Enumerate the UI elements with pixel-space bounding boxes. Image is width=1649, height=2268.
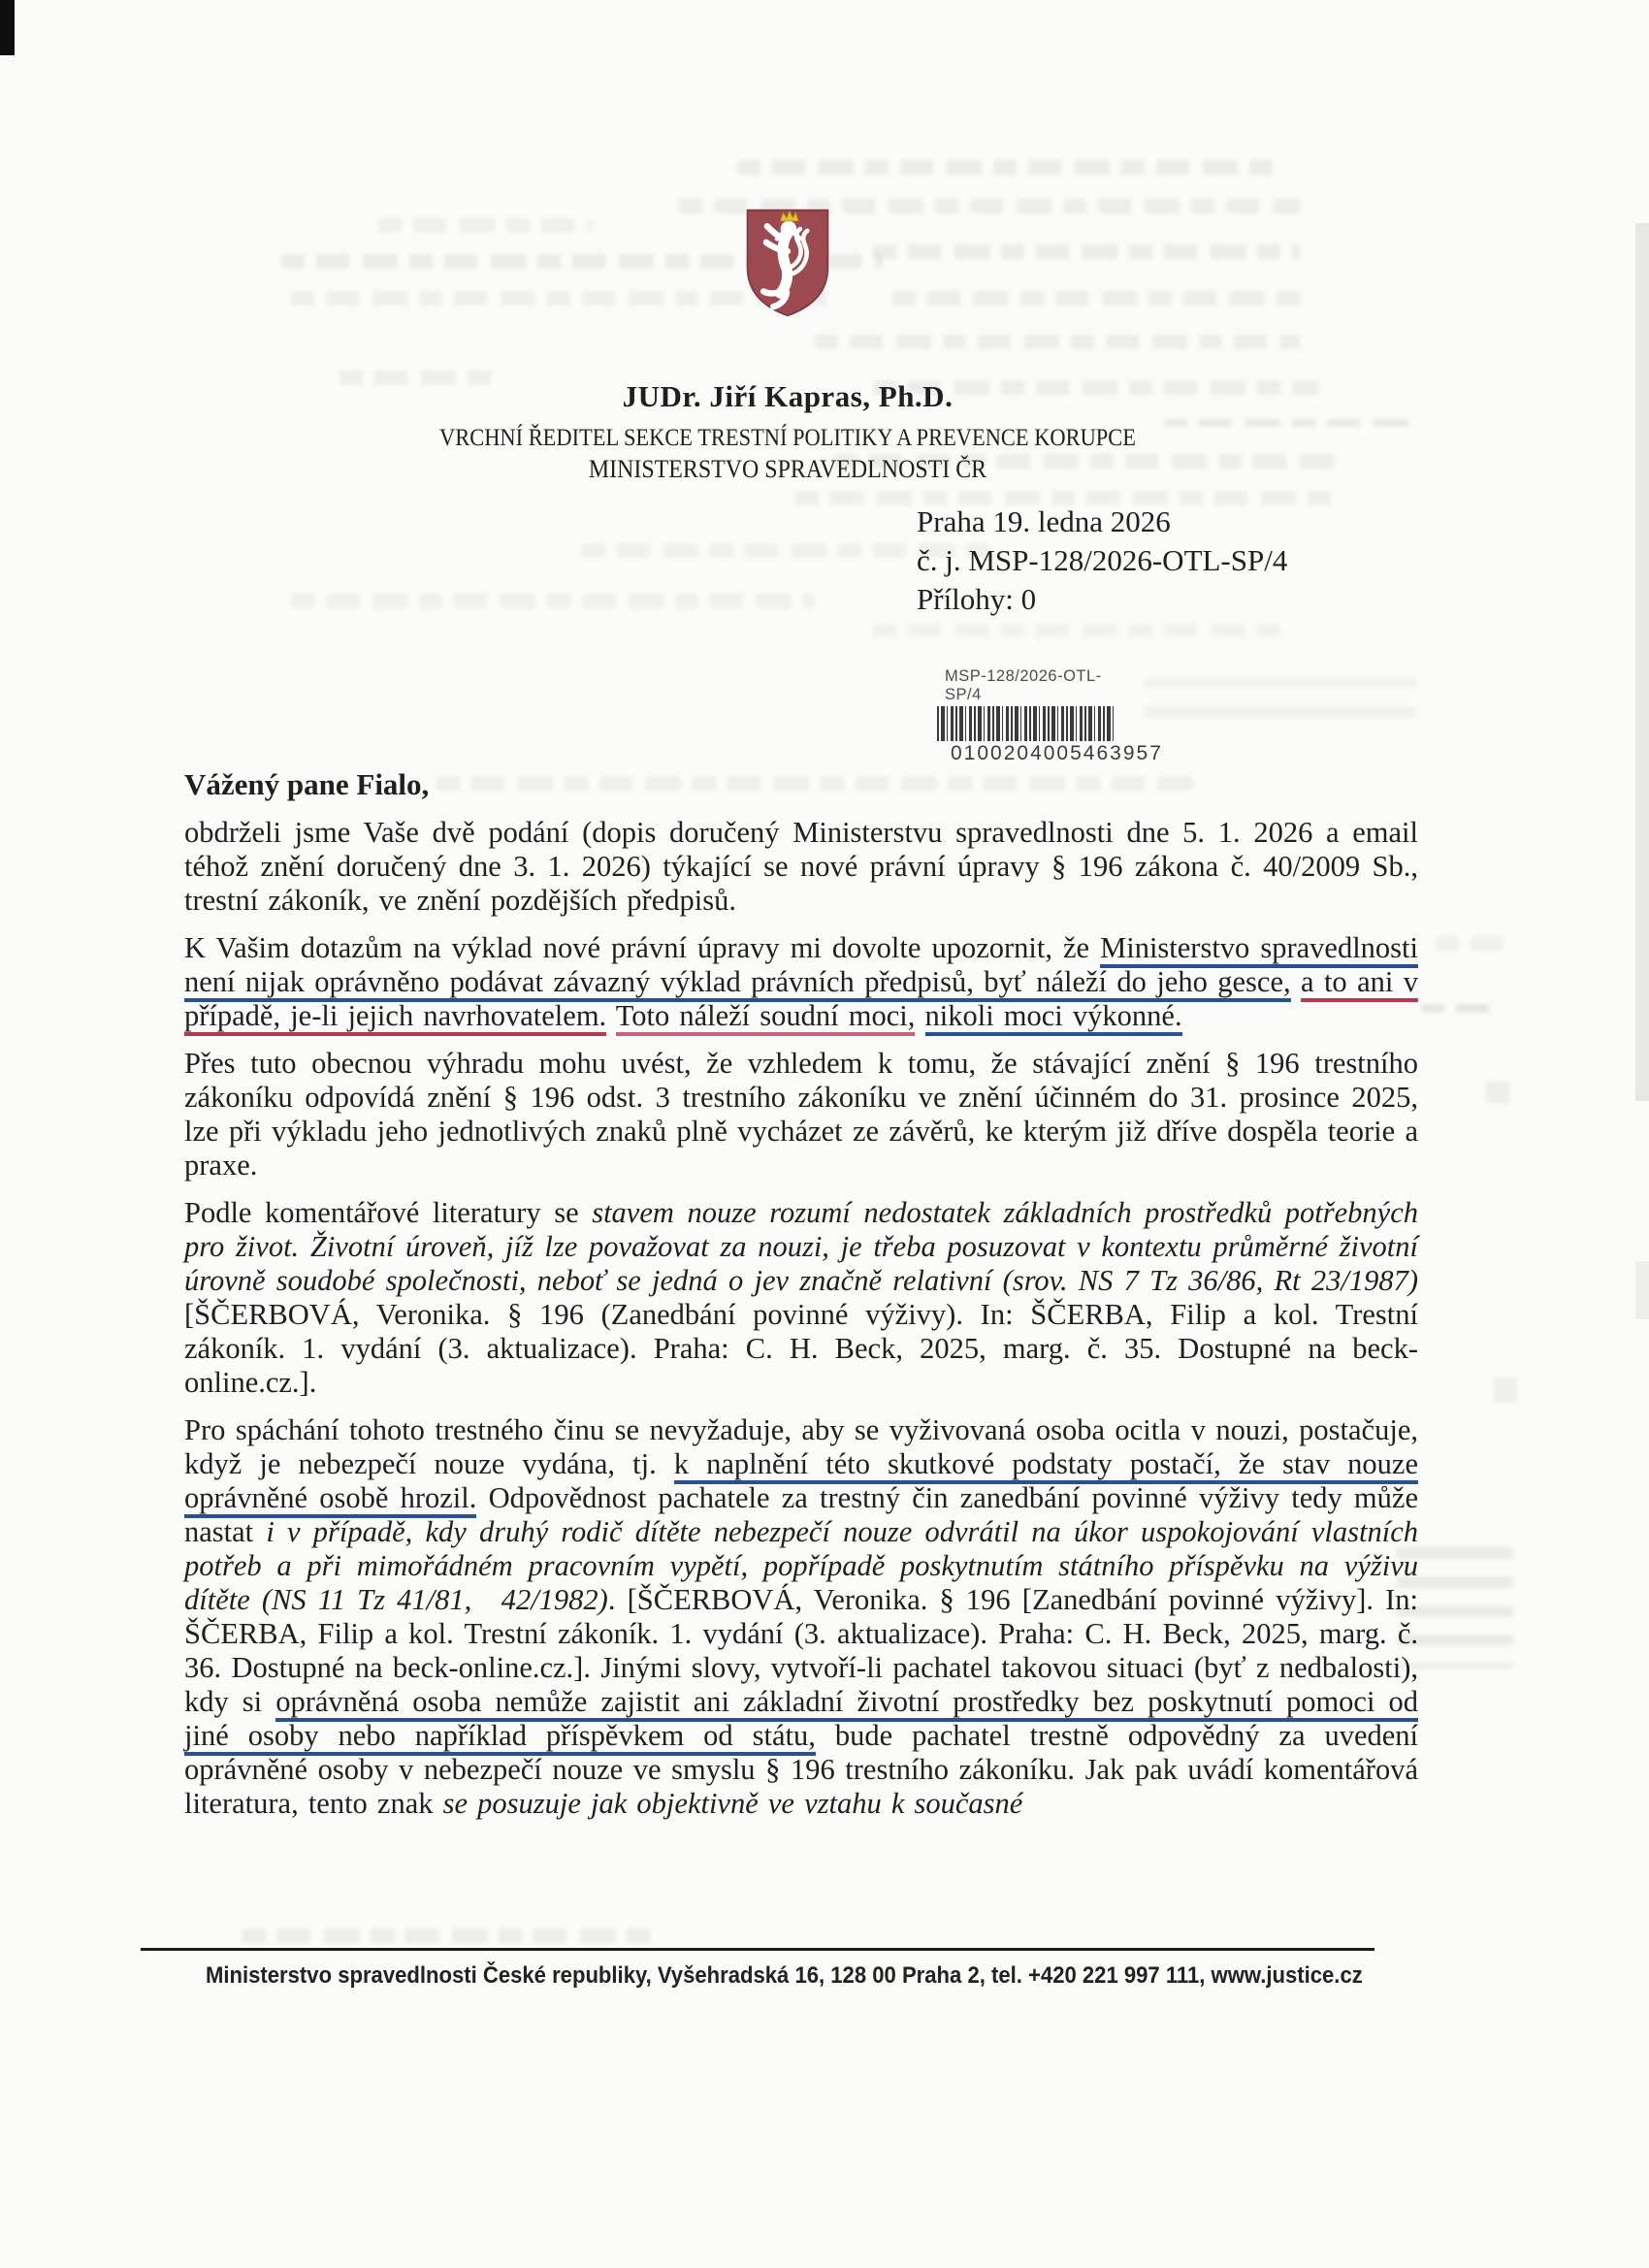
paragraph bbox=[184, 1413, 1418, 1821]
text-segment bbox=[1291, 965, 1301, 998]
bleedthrough-ghost-text bbox=[1145, 677, 1416, 731]
letterhead bbox=[157, 379, 1418, 484]
text-segment: Pro spáchání tohoto trestného činu se nevyžaduje, aby se vyživovaná osoba ocitla v nouzi, postačuje, když je nebezpečí nouze vydána, tj. bbox=[184, 1413, 1418, 1480]
bleedthrough-ghost-text bbox=[291, 594, 815, 608]
bleedthrough-ghost-text bbox=[1436, 936, 1504, 951]
bleedthrough-ghost-text bbox=[242, 1928, 660, 1943]
crown-icon bbox=[781, 211, 798, 221]
bleedthrough-ghost-text bbox=[737, 160, 1280, 175]
text-segment: se posuzuje jak objektivně ve vztahu k současné bbox=[442, 1787, 1023, 1820]
attachments-line: Přílohy: 0 bbox=[917, 582, 1037, 616]
bleedthrough-ghost-text bbox=[436, 776, 1193, 791]
pen-underlined-text: k naplnění této skutkové podstaty postačí, že stav nouze oprávněné osobě hrozil. bbox=[184, 1447, 1418, 1518]
text-segment: Přes tuto obecnou výhradu mohu uvést, že vzhledem k tomu, že stávající znění § 196 trestního zákoníku odpovídá znění § 196 odst. 3 trestního zákoníku ve znění účinném do 31. prosince 2025, lze při výkladu jeho jednotlivých znaků plně vycházet ze závěrů, ke kterým již dříve dospěla teorie a praxe. bbox=[184, 1047, 1418, 1182]
sender-organization: MINISTERSTVO SPRAVEDLNOSTI ČR bbox=[588, 455, 987, 483]
reference-block bbox=[917, 502, 1287, 619]
text-segment: . [ŠČERBOVÁ, Veronika. § 196 [Zanedbání povinné výživy]. In: ŠČERBA, Filip a kol. Trestní zákoník. 1. vydání (3. aktualizace). Praha: C. H. Beck, 2025, marg. č. 36. Dostupné na beck-online.cz.]. Jinými slovy, vytvoří-li pachatel takovou situaci (byť z nedbalosti), kdy si bbox=[184, 1583, 1419, 1718]
paragraph bbox=[184, 931, 1418, 1033]
bleedthrough-ghost-text bbox=[1494, 1377, 1523, 1403]
lion-head bbox=[781, 221, 797, 238]
bleedthrough-ghost-text bbox=[892, 291, 1300, 306]
text-segment: obdrželi jsme Vaše dvě podání (dopis doručený Ministerstvu spravedlnosti dne 5. 1. 2026 a email téhož znění doručený dne 3. 1. 2026) týkající se nové právní úpravy § 196 zákona č. 40/2009 Sb., trestní zákoník, ve znění pozdějších předpisů. bbox=[184, 816, 1418, 917]
pen-underlined-text: oprávněná osoba nemůže zajistit ani základní životní prostředky bez poskytnutí pomoci od jiné osoby nebo například příspěvkem od státu, bbox=[184, 1685, 1418, 1756]
pen-underlined-text: Ministerstvo spravedlnosti není nijak oprávněno podávat závazný výklad právních předpisů, byť náleží do jeho gesce, bbox=[184, 931, 1418, 1002]
barcode-number: 0100204005463957 bbox=[951, 742, 1163, 764]
bleedthrough-ghost-text bbox=[1486, 1082, 1511, 1103]
barcode bbox=[937, 667, 1163, 765]
text-segment: Podle komentářové literatury se bbox=[184, 1196, 593, 1229]
bleedthrough-ghost-text bbox=[873, 623, 1280, 637]
pen-underlined-text: a to ani v případě, je-li jejich navrhovatelem. bbox=[184, 965, 1418, 1036]
reference-number-line: č. j. MSP-128/2026-OTL-SP/4 bbox=[917, 543, 1288, 577]
paragraph bbox=[184, 1047, 1418, 1183]
text-segment bbox=[606, 999, 616, 1032]
paragraph bbox=[184, 1196, 1418, 1400]
salutation: Vážený pane Fialo, bbox=[184, 767, 430, 801]
text-segment: [ŠČERBOVÁ, Veronika. § 196 (Zanedbání povinné výživy). In: ŠČERBA, Filip a kol. Trestní zákoník. 1. vydání (3. aktualizace). Praha: C. H. Beck, 2025, marg. č. 35. Dostupné na beck-online.cz.]. bbox=[184, 1298, 1418, 1399]
footer-divider bbox=[141, 1948, 1374, 1951]
barcode-label: MSP-128/2026-OTL-SP/4 bbox=[945, 667, 1102, 703]
scanner-edge-shadow bbox=[1635, 223, 1649, 1101]
scanner-edge-shadow bbox=[1635, 1261, 1649, 1319]
scan-corner-artifact bbox=[0, 0, 15, 55]
czech-coat-of-arms-icon bbox=[743, 206, 832, 320]
bleedthrough-ghost-text bbox=[1421, 1004, 1499, 1013]
text-segment: bude pachatel trestně odpovědný za uvedení oprávněné osoby v nebezpečí nouze ve smyslu § 196 trestního zákoníku. Jak pak uvádí komentářová literatura, tento znak bbox=[184, 1719, 1418, 1820]
bleedthrough-ghost-text bbox=[815, 335, 1300, 349]
bleedthrough-ghost-text bbox=[378, 218, 592, 233]
place-date-line: Praha 19. ledna 2026 bbox=[917, 504, 1171, 538]
sender-name: JUDr. Jiří Kapras, Ph.D. bbox=[622, 379, 954, 413]
pen-underlined-text: Toto náleží soudní moci, bbox=[616, 999, 916, 1036]
pen-underlined-text: nikoli moci výkonné. bbox=[925, 999, 1182, 1036]
text-segment: stavem nouze rozumí nedostatek základních prostředků potřebných pro život. Životní úroveň, jíž lze považovat za nouzi, je třeba posuzovat v kontextu průměrné životní úrovně soudobé společnosti, neboť se jedná o jev značně relativní (srov. NS 7 Tz 36/86, Rt 23/1987) bbox=[184, 1196, 1418, 1297]
footer-contact: Ministerstvo spravedlnosti České republiky, Vyšehradská 16, 128 00 Praha 2, tel. +420 221 997 111, www.justice.cz bbox=[206, 1962, 1363, 1989]
paragraph bbox=[184, 816, 1418, 918]
text-segment: i v případě, kdy druhý rodič dítěte nebezpečí nouze odvrátil na úkor uspokojování vlastních potřeb a při mimořádném pracovním vypětí, popřípadě poskytnutím státního příspěvku na výživu dítěte (NS 11 Tz 41/81, 42/1982) bbox=[184, 1515, 1418, 1616]
letter-body bbox=[184, 816, 1418, 1834]
sender-title: VRCHNÍ ŘEDITEL SEKCE TRESTNÍ POLITIKY A PREVENCE KORUPCE bbox=[439, 423, 1136, 451]
barcode-bars bbox=[937, 706, 1116, 741]
text-segment: Odpovědnost pachatele za trestný čin zanedbání povinné výživy tedy může nastat bbox=[184, 1481, 1418, 1548]
text-segment: K Vašim dotazům na výklad nové právní úpravy mi dovolte upozornit, že bbox=[184, 931, 1101, 964]
text-segment bbox=[915, 999, 924, 1032]
bleedthrough-ghost-text bbox=[873, 244, 1300, 259]
